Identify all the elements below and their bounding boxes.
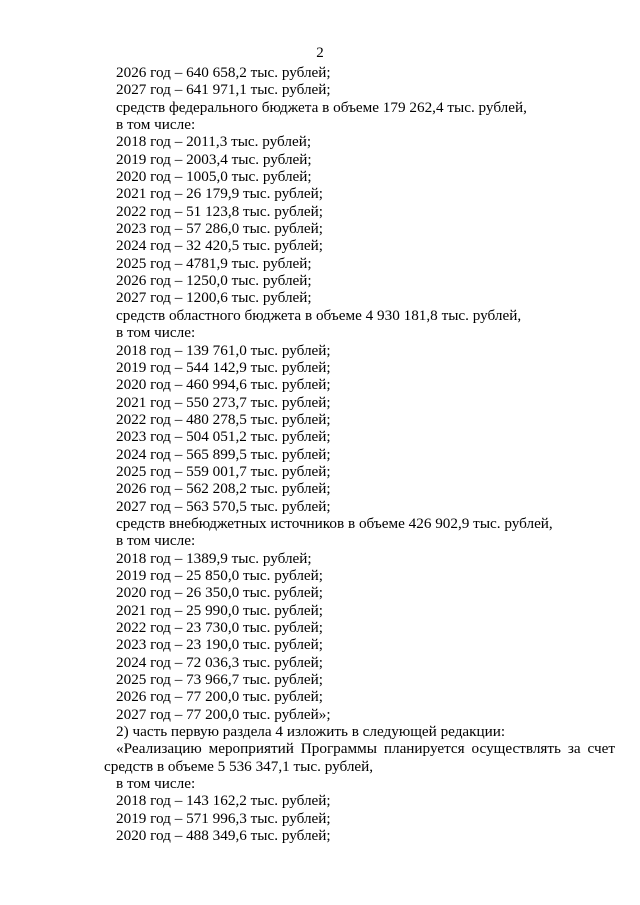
- text-line: 2025 год – 73 966,7 тыс. рублей;: [116, 671, 324, 689]
- text-line: 2018 год – 2011,3 тыс. рублей;: [116, 133, 312, 151]
- text-line: 2019 год – 2003,4 тыс. рублей;: [116, 150, 312, 168]
- text-line: 2026 год – 77 200,0 тыс. рублей;: [116, 688, 324, 706]
- text-line: 2020 год – 460 994,6 тыс. рублей;: [116, 376, 331, 394]
- text-line: 2018 год – 143 162,2 тыс. рублей;: [116, 792, 331, 810]
- text-line: в том числе:: [116, 324, 196, 342]
- text-line: 2018 год – 1389,9 тыс. рублей;: [116, 549, 312, 567]
- text-line: 2019 год – 544 142,9 тыс. рублей;: [116, 358, 331, 376]
- text-line: средств федерального бюджета в объеме 179 262,4 тыс. рублей,: [116, 98, 527, 116]
- text-line: 2026 год – 562 208,2 тыс. рублей;: [116, 480, 331, 498]
- text-line: 2) часть первую раздела 4 изложить в следующей редакции:: [116, 723, 506, 741]
- document-body: [0, 64, 640, 844]
- text-line: 2024 год – 565 899,5 тыс. рублей;: [116, 445, 331, 463]
- text-line: 2019 год – 25 850,0 тыс. рублей;: [116, 566, 324, 584]
- text-line: 2021 год – 550 273,7 тыс. рублей;: [116, 393, 331, 411]
- text-line: 2027 год – 563 570,5 тыс. рублей;: [116, 497, 331, 515]
- text-line: 2020 год – 26 350,0 тыс. рублей;: [116, 584, 324, 602]
- text-line: 2023 год – 504 051,2 тыс. рублей;: [116, 428, 331, 446]
- text-line: 2022 год – 23 730,0 тыс. рублей;: [116, 619, 324, 636]
- text-line: 2021 год – 25 990,0 тыс. рублей;: [116, 601, 324, 619]
- text-line: в том числе:: [116, 532, 196, 550]
- text-line: 2023 год – 23 190,0 тыс. рублей;: [116, 636, 324, 654]
- text-line: 2019 год – 571 996,3 тыс. рублей;: [116, 809, 331, 827]
- page-number: 2: [316, 45, 324, 61]
- text-line: 2018 год – 139 761,0 тыс. рублей;: [116, 341, 331, 359]
- text-line: средств областного бюджета в объеме 4 930 181,8 тыс. рублей,: [116, 306, 522, 324]
- text-line: 2021 год – 26 179,9 тыс. рублей;: [116, 185, 324, 203]
- text-line: в том числе:: [116, 775, 196, 793]
- text-line: 2027 год – 641 971,1 тыс. рублей;: [116, 81, 331, 99]
- text-line: 2020 год – 488 349,6 тыс. рублей;: [116, 827, 331, 845]
- text-line: 2022 год – 480 278,5 тыс. рублей;: [116, 410, 331, 428]
- text-line: 2026 год – 1250,0 тыс. рублей;: [116, 272, 312, 290]
- text-line: 2020 год – 1005,0 тыс. рублей;: [116, 168, 312, 186]
- text-line: средств внебюджетных источников в объеме 426 902,9 тыс. рублей,: [116, 514, 553, 532]
- text-line: 2024 год – 72 036,3 тыс. рублей;: [116, 653, 324, 671]
- text-line: в том числе:: [116, 116, 196, 134]
- text-line: 2025 год – 4781,9 тыс. рублей;: [116, 254, 312, 272]
- text-line: 2024 год – 32 420,5 тыс. рублей;: [116, 237, 324, 255]
- text-line: 2027 год – 1200,6 тыс. рублей;: [116, 289, 312, 307]
- text-line: средств в объеме 5 536 347,1 тыс. рублей,: [104, 757, 374, 775]
- text-line: 2022 год – 51 123,8 тыс. рублей;: [116, 202, 324, 220]
- text-line: 2023 год – 57 286,0 тыс. рублей;: [116, 220, 324, 238]
- text-line: 2027 год – 77 200,0 тыс. рублей»;: [116, 705, 331, 723]
- text-line: 2026 год – 640 658,2 тыс. рублей;: [116, 64, 331, 81]
- text-line: «Реализацию мероприятий Программы планируется осуществлять за счет: [116, 740, 615, 758]
- text-line: 2025 год – 559 001,7 тыс. рублей;: [116, 462, 331, 480]
